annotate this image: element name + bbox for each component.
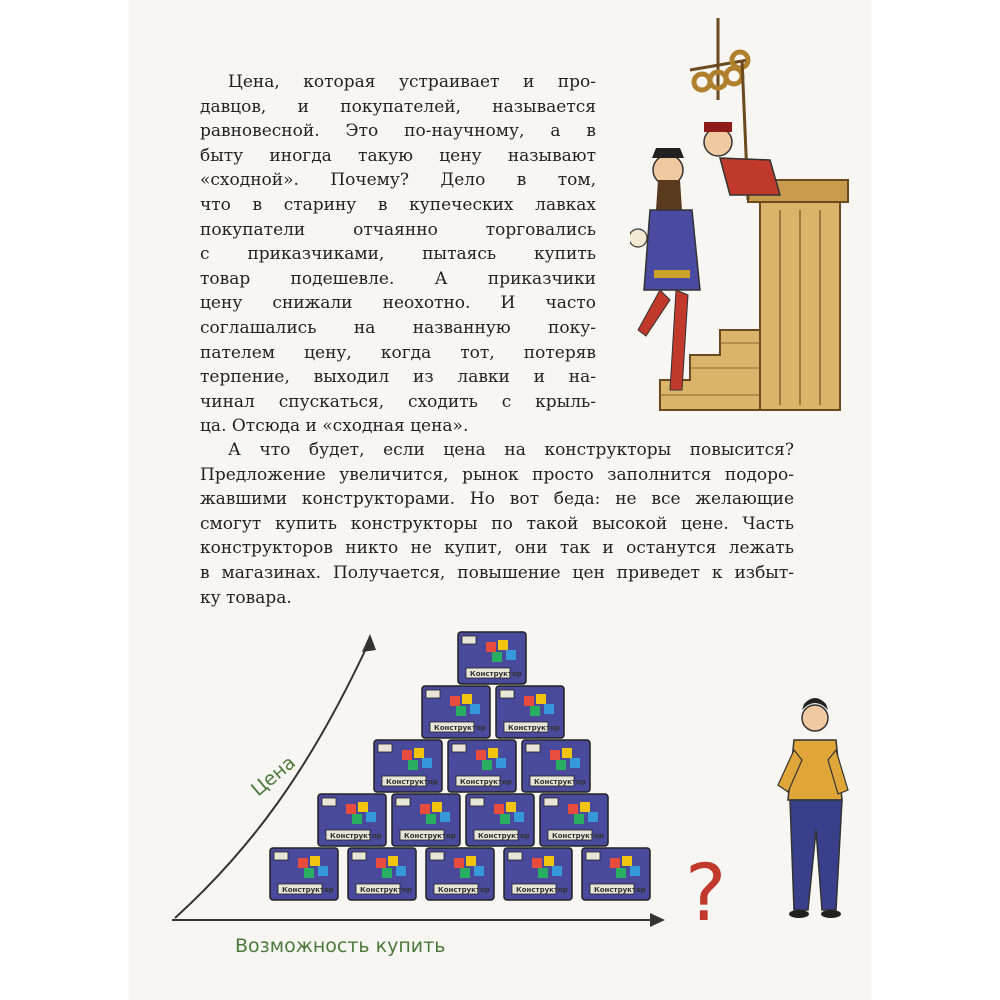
text-line: в магазинах. Получается, повышение цен приведет к избыт- (200, 562, 794, 583)
text-line: покупатели отчаянно торговались (200, 219, 596, 240)
paragraph-equilibrium-price (200, 70, 596, 439)
text-line: что в старину в купеческих лавках (200, 194, 596, 215)
text-line: ца. Отсюда и «сходная цена». (200, 416, 469, 437)
construction-box (458, 632, 526, 684)
construction-box (466, 794, 534, 846)
text-line: цену снижали неохотно. И часто (200, 293, 596, 314)
text-line: жавшими конструкторами. Но вот беда: не все желающие (200, 489, 794, 510)
box-label: Конструктор (330, 832, 382, 840)
text-line: чинал спускаться, сходить с крыль- (200, 391, 596, 412)
construction-box (318, 794, 386, 846)
price-surplus-diagram (130, 600, 870, 1000)
box-label: Конструктор (360, 886, 412, 894)
text-line: Предложение увеличится, рынок просто заполнится подоро- (200, 464, 794, 485)
paragraph-price-rise (200, 438, 794, 610)
box-label: Конструктор (434, 724, 486, 732)
box-label: Конструктор (594, 886, 646, 894)
text-line: Цена, которая устраивает и про- (228, 72, 596, 92)
x-axis-label: Возможность купить (235, 935, 446, 957)
construction-box (392, 794, 460, 846)
construction-box (426, 848, 494, 900)
construction-box (504, 848, 572, 900)
box-label: Конструктор (460, 778, 512, 786)
box-label: Конструктор (386, 778, 438, 786)
construction-box (448, 740, 516, 792)
text-line: терпение, выходил из лавки и на- (200, 367, 596, 388)
text-line: соглашались на названную поку- (200, 317, 596, 338)
text-line: с приказчиками, пытаясь купить (200, 244, 596, 265)
construction-box (348, 848, 416, 900)
box-label: Конструктор (534, 778, 586, 786)
box-label: Конструктор (478, 832, 530, 840)
construction-box (582, 848, 650, 900)
construction-box (540, 794, 608, 846)
box-label: Конструктор (470, 670, 522, 678)
construction-box (374, 740, 442, 792)
merchant-shop-illustration (630, 10, 870, 425)
text-line: товар подешевле. А приказчики (200, 268, 596, 289)
box-label: Конструктор (438, 886, 490, 894)
text-line: конструкторов никто не купит, они так и останутся лежать (200, 538, 794, 559)
box-label: Конструктор (282, 886, 334, 894)
question-mark: ? (685, 849, 727, 939)
construction-box (522, 740, 590, 792)
text-line: ку товара. (200, 587, 292, 608)
box-label: Конструктор (404, 832, 456, 840)
box-label: Конструктор (516, 886, 568, 894)
price-arrow-head (362, 634, 376, 652)
text-line: смогут купить конструкторы по такой высокой цене. Часть (200, 513, 794, 534)
man-looking-up-illustration (778, 698, 848, 918)
construction-box (422, 686, 490, 738)
text-line: «сходной». Почему? Дело в том, (200, 170, 596, 191)
y-axis-label: Цена (247, 751, 300, 801)
text-line: А что будет, если цена на конструкторы повысится? (228, 440, 794, 460)
construction-box (496, 686, 564, 738)
text-line: пателем цену, когда тот, потеряв (200, 342, 596, 363)
box-label: Конструктор (552, 832, 604, 840)
x-axis-arrow-head (650, 913, 665, 927)
text-line: давцов, и покупателей, называется (200, 96, 596, 117)
book-page (130, 0, 870, 1000)
text-line: равновесной. Это по-научному, а в (200, 121, 596, 142)
box-label: Конструктор (508, 724, 560, 732)
construction-box (270, 848, 338, 900)
text-line: быту иногда такую цену называют (200, 145, 596, 166)
